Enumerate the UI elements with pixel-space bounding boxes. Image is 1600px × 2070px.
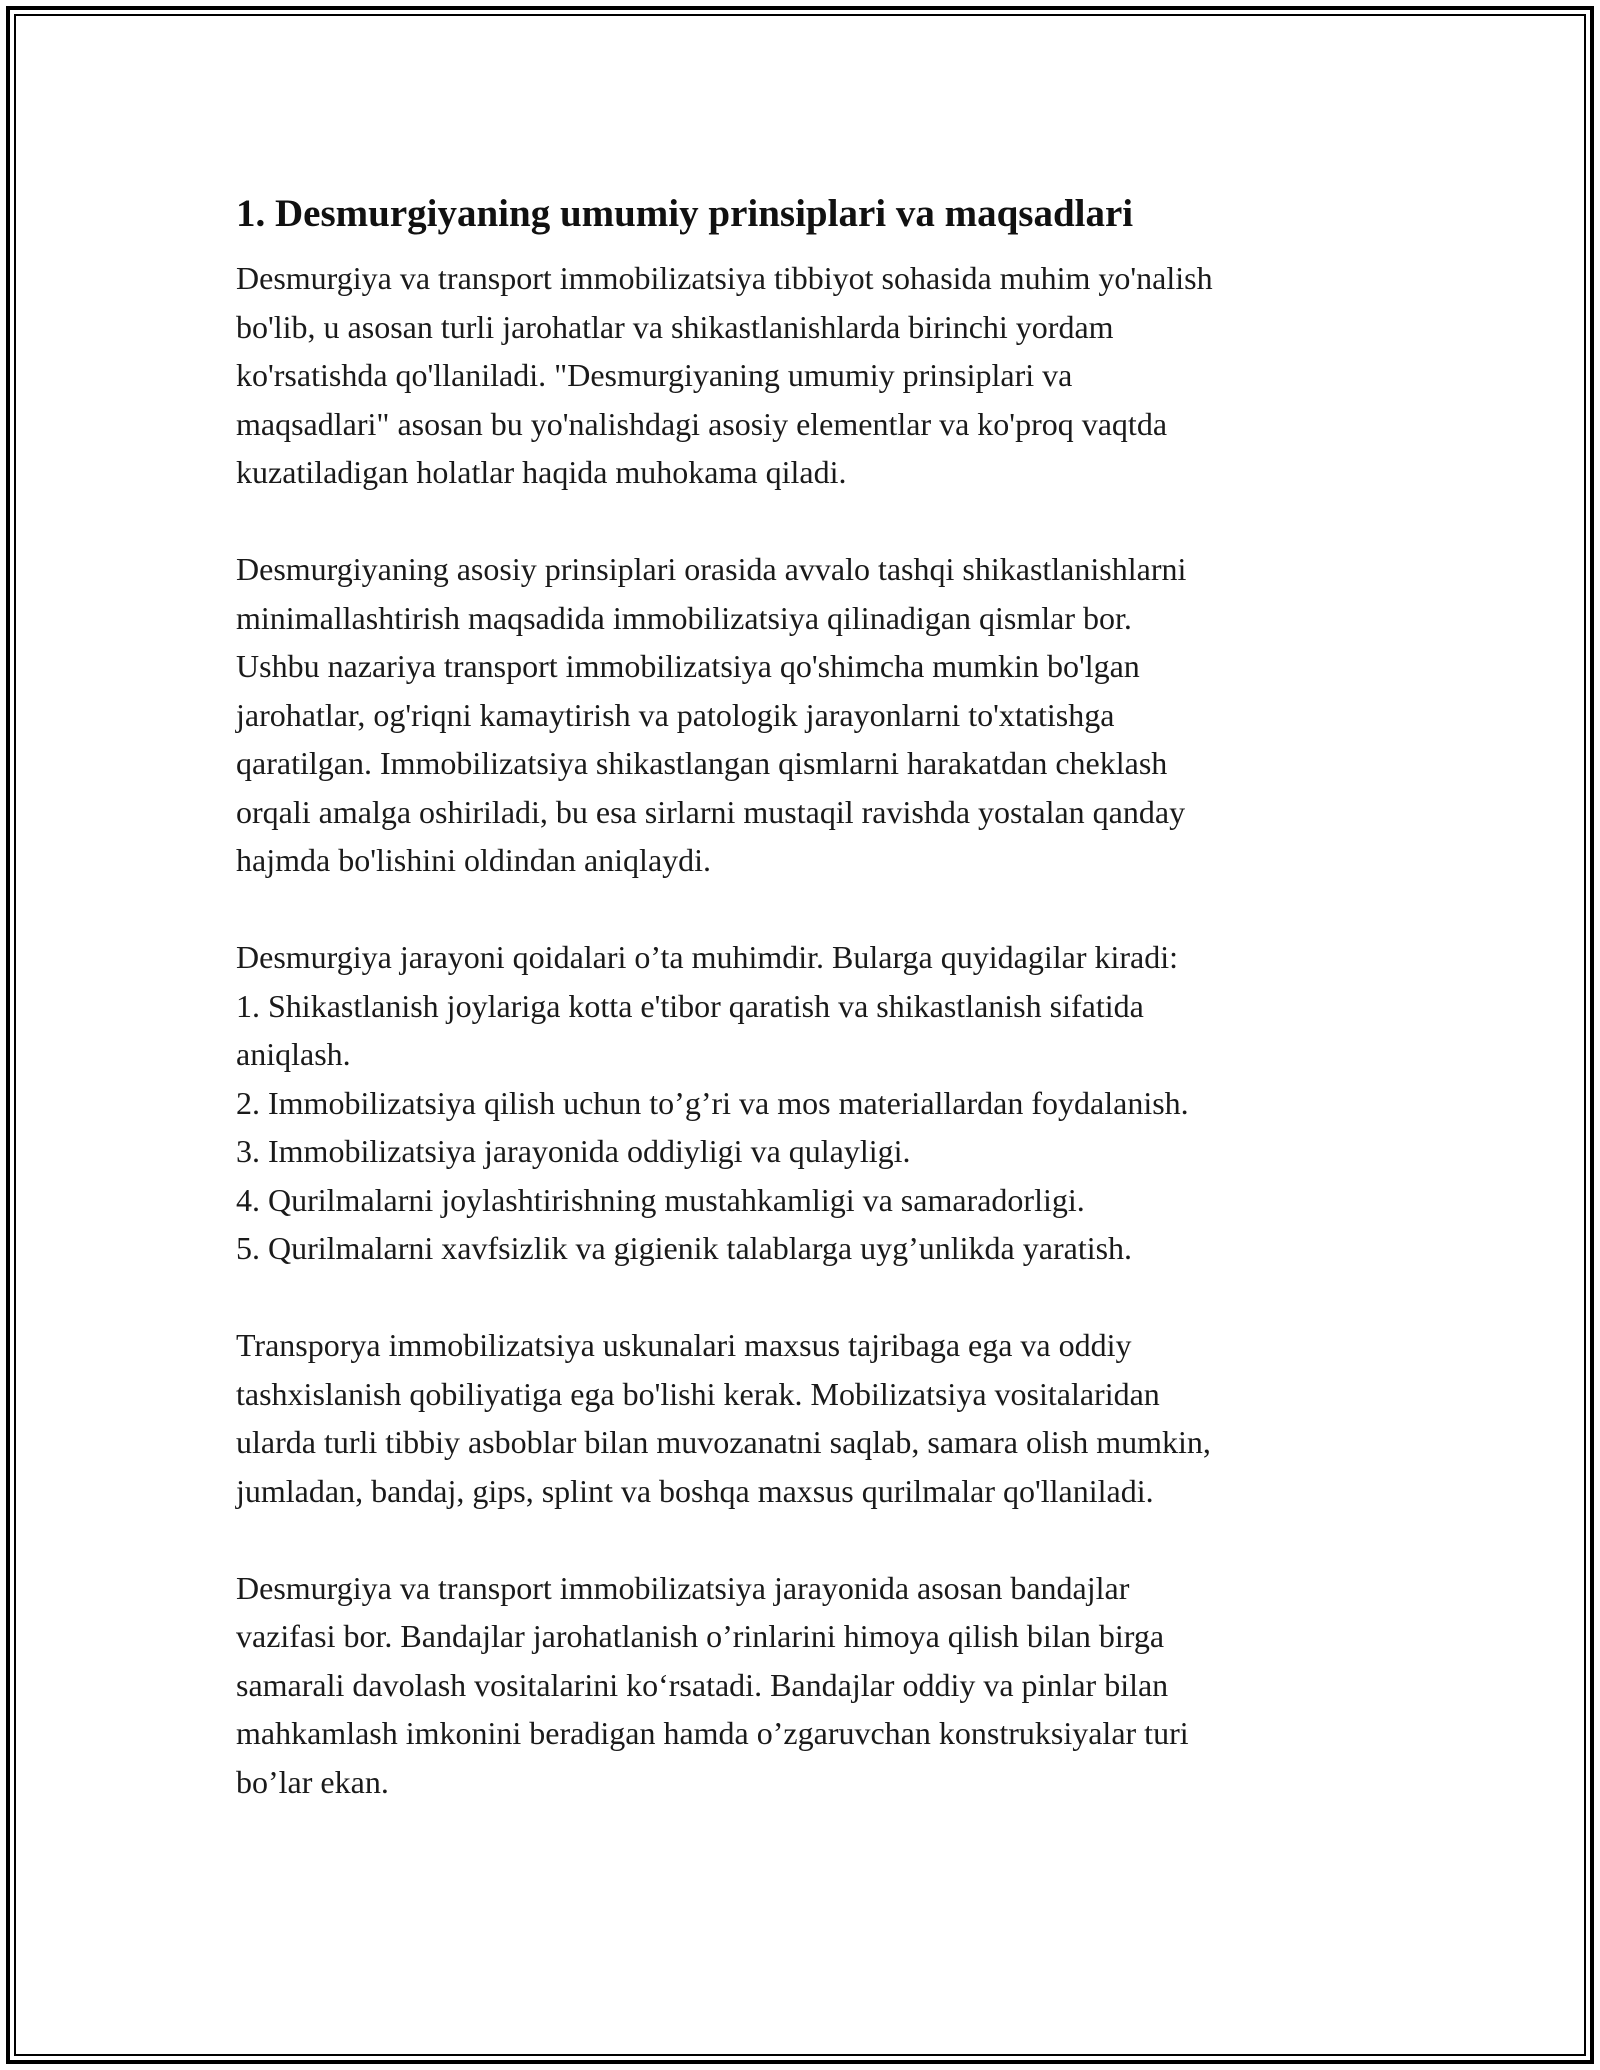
document-body [236,186,1366,1855]
paragraph-bandages: Desmurgiya va transport immobilizatsiya jarayonida asosan bandajlar vazifasi bor. Bandajlar jarohatlanish o’rinlarini himoya qilish bilan birga samarali davolash vositalarini ko‘rsatadi. Bandajlar oddiy va pinlar bilan mahkamlash imkonini beradigan hamda o’zgaruvchan konstruksiyalar turi bo’lar ekan. [236,1569,1189,1800]
paragraph-equipment: Transporya immobilizatsiya uskunalari maxsus tajribaga ega va oddiy tashxislanish qobiliyatiga ega bo'lishi kerak. Mobilizatsiya vositalaridan ularda turli tibbiy asboblar bilan muvozanatni saqlab, samara olish mumkin, jumladan, bandaj, gips, splint va boshqa maxsus qurilmalar qo'llaniladi. [236,1327,1211,1509]
paragraph-intro: Desmurgiya va transport immobilizatsiya tibbiyot sohasida muhim yo'nalish bo'lib, u asosan turli jarohatlar va shikastlanishlarda birinchi yordam ko'rsatishda qo'llaniladi. "Desmurgiyaning umumiy prinsiplari va maqsadlari" asosan bu yo'nalishdagi asosiy elementlar va ko'proq vaqtda kuzatiladigan holatlar haqida muhokama qiladi. [236,260,1213,490]
section-heading: 1. Desmurgiyaning umumiy prinsiplari va maqsadlari [236,192,1134,235]
paragraph-principles: Desmurgiyaning asosiy prinsiplari orasida avvalo tashqi shikastlanishlarni minimallashtirish maqsadida immobilizatsiya qilinadigan qismlar bor. Ushbu nazariya transport immobilizatsiya qo'shimcha mumkin bo'lgan jarohatlar, og'riqni kamaytirish va patologik jarayonlarni to'xtatishga qaratilgan. Immobilizatsiya shikastlangan qismlarni harakatdan cheklash orqali amalga oshiriladi, bu esa sirlarni mustaqil ravishda yostalan qanday hajmda bo'lishini oldindan aniqlaydi. [236,551,1187,878]
paragraph-rules-list: Desmurgiya jarayoni qoidalari o’ta muhimdir. Bularga quyidagilar kiradi: 1. Shikastlanish joylariga kotta e'tibor qaratish va shikastlanish sifatida aniqlash. 2. Immobilizatsiya qilish uchun to’g’ri va mos materiallardan foydalanish. 3. Immobilizatsiya jarayonida oddiyligi va qulayligi. 4. Qurilmalarni joylashtirishning mustahkamligi va samaradorligi. 5. Qurilmalarni xavfsizlik va gigienik talablarga uyg’unlikda yaratish. [236,939,1189,1266]
